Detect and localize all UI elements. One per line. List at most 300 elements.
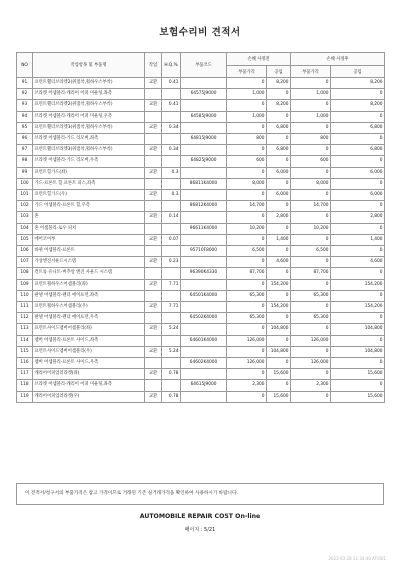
row-part-code: 64501K4000 bbox=[181, 290, 227, 301]
row-before-labor: 0 bbox=[267, 111, 291, 122]
row-item-name: 프런트휠하우스어셈블리(우) bbox=[33, 302, 145, 313]
row-hq: 0.23 bbox=[162, 257, 181, 268]
header-after-labor: 공임 bbox=[331, 66, 385, 78]
table-row bbox=[17, 111, 385, 122]
table-row bbox=[17, 145, 385, 156]
row-item-name: 멤버 어셈블리-프론트 사이드,좌측 bbox=[33, 335, 145, 346]
row-after-part-price: 0 bbox=[291, 145, 331, 156]
row-work: 교환 bbox=[145, 100, 162, 111]
row-before-part-price: 126,000 bbox=[227, 335, 267, 346]
row-before-part-price: 0 bbox=[227, 257, 267, 268]
table-row bbox=[17, 134, 385, 145]
row-after-part-price: 2,300 bbox=[291, 380, 331, 391]
row-after-labor: 154,200 bbox=[331, 279, 385, 290]
footer-brand: AUTOMOBILE REPAIR COST On-line bbox=[139, 513, 261, 520]
table-row bbox=[17, 380, 385, 391]
row-no: 114 bbox=[17, 335, 33, 346]
row-work bbox=[145, 335, 162, 346]
row-no: 99 bbox=[17, 167, 33, 178]
row-no: 91 bbox=[17, 78, 33, 89]
row-hq bbox=[162, 335, 181, 346]
row-work bbox=[145, 380, 162, 391]
row-no: 118 bbox=[17, 380, 33, 391]
row-part-code bbox=[181, 234, 227, 245]
row-work bbox=[145, 156, 162, 167]
row-no: 96 bbox=[17, 134, 33, 145]
row-after-part-price: 6,500 bbox=[291, 246, 331, 257]
row-before-labor: 15,600 bbox=[267, 391, 291, 402]
table-row bbox=[17, 290, 385, 301]
row-no: 116 bbox=[17, 358, 33, 369]
row-part-code bbox=[181, 279, 227, 290]
row-item-name: 캐리어어퍼업러라켓(우) bbox=[33, 391, 145, 402]
row-part-code bbox=[181, 257, 227, 268]
row-no: 104 bbox=[17, 223, 33, 234]
row-before-part-price: 65,300 bbox=[227, 290, 267, 301]
row-hq bbox=[162, 134, 181, 145]
row-part-code: 64615J9000 bbox=[181, 380, 227, 391]
page-number: 페이지 : 5/21 bbox=[184, 527, 216, 533]
row-work bbox=[145, 223, 162, 234]
row-work: 교환 bbox=[145, 369, 162, 380]
row-work bbox=[145, 313, 162, 324]
row-after-labor: 0 bbox=[331, 111, 385, 122]
header-work: 작업 bbox=[145, 53, 162, 78]
row-before-labor: 0 bbox=[267, 201, 291, 212]
row-item-name: 프런트힐가드(좌) bbox=[33, 167, 145, 178]
table-row bbox=[17, 324, 385, 335]
document-title: 보험수리비 견적서 bbox=[159, 27, 241, 38]
row-part-code: 64585J9000 bbox=[181, 111, 227, 122]
row-after-labor: 0 bbox=[331, 89, 385, 100]
row-before-labor: 15,600 bbox=[267, 369, 291, 380]
row-after-labor: 104,800 bbox=[331, 346, 385, 357]
header-before-labor: 공임 bbox=[267, 66, 291, 78]
row-before-labor: 6,000 bbox=[267, 190, 291, 201]
row-item-name: 가드-프론트 힐 프론트 피스,좌측 bbox=[33, 178, 145, 189]
row-hq bbox=[162, 156, 181, 167]
row-part-code: 64502K4000 bbox=[181, 313, 227, 324]
row-work: 교환 bbox=[145, 78, 162, 89]
row-item-name: 프런트휠하우스어셈블리(좌) bbox=[33, 279, 145, 290]
row-before-labor: 0 bbox=[267, 358, 291, 369]
row-no: 112 bbox=[17, 313, 33, 324]
header-after-assessment: 손해 사정후 bbox=[291, 53, 385, 66]
row-item-name: 가드 어셈블리-프론트 힐,우측 bbox=[33, 201, 145, 212]
row-after-part-price: 0 bbox=[291, 78, 331, 89]
row-hq: 0.41 bbox=[162, 100, 181, 111]
row-after-part-price: 10,200 bbox=[291, 223, 331, 234]
row-hq: 5.24 bbox=[162, 346, 181, 357]
row-no: 113 bbox=[17, 324, 33, 335]
row-before-part-price: 8,000 bbox=[227, 178, 267, 189]
row-after-labor: 104,800 bbox=[331, 324, 385, 335]
table-header bbox=[17, 53, 385, 78]
table-row bbox=[17, 167, 385, 178]
row-after-labor: 4,600 bbox=[331, 257, 385, 268]
row-before-labor: 6,800 bbox=[267, 145, 291, 156]
table-row bbox=[17, 223, 385, 234]
row-after-part-price: 14,700 bbox=[291, 201, 331, 212]
row-work: 교환 bbox=[145, 122, 162, 133]
row-hq: 0.41 bbox=[162, 78, 181, 89]
row-before-labor: 0 bbox=[267, 268, 291, 279]
row-before-labor: 104,800 bbox=[267, 346, 291, 357]
row-before-part-price: 0 bbox=[227, 279, 267, 290]
row-after-part-price: 0 bbox=[291, 122, 331, 133]
row-after-labor: 0 bbox=[331, 335, 385, 346]
row-item-name: 프런트휀더브라켓2(위점착,휠하우스부착) bbox=[33, 100, 145, 111]
row-after-part-price: 87,700 bbox=[291, 268, 331, 279]
row-no: 102 bbox=[17, 201, 33, 212]
row-work bbox=[145, 268, 162, 279]
row-before-part-price: 0 bbox=[227, 190, 267, 201]
row-before-part-price: 87,700 bbox=[227, 268, 267, 279]
row-part-code bbox=[181, 324, 227, 335]
row-before-labor: 1,400 bbox=[267, 234, 291, 245]
row-before-part-price: 0 bbox=[227, 167, 267, 178]
row-part-code bbox=[181, 369, 227, 380]
table-row bbox=[17, 391, 385, 402]
row-before-part-price: 0 bbox=[227, 78, 267, 89]
row-no: 101 bbox=[17, 190, 33, 201]
row-no: 98 bbox=[17, 156, 33, 167]
table-body bbox=[17, 78, 385, 403]
row-before-part-price: 65,300 bbox=[227, 313, 267, 324]
row-after-labor: 0 bbox=[331, 246, 385, 257]
row-hq bbox=[162, 358, 181, 369]
row-part-code bbox=[181, 302, 227, 313]
row-before-labor: 0 bbox=[267, 134, 291, 145]
header-item: 작업항목 및 부품명 bbox=[33, 53, 145, 78]
row-before-labor: 0 bbox=[267, 335, 291, 346]
row-hq bbox=[162, 246, 181, 257]
row-part-code bbox=[181, 100, 227, 111]
row-after-part-price: 0 bbox=[291, 369, 331, 380]
row-part-code bbox=[181, 122, 227, 133]
row-before-part-price: 1,000 bbox=[227, 111, 267, 122]
header-hqp: H.Q.% bbox=[162, 53, 181, 78]
row-before-part-price: 2,300 bbox=[227, 380, 267, 391]
row-no: 95 bbox=[17, 122, 33, 133]
row-work bbox=[145, 89, 162, 100]
row-work: 교환 bbox=[145, 234, 162, 245]
row-after-labor: 0 bbox=[331, 290, 385, 301]
row-work bbox=[145, 201, 162, 212]
row-before-part-price: 0 bbox=[227, 145, 267, 156]
row-after-part-price: 0 bbox=[291, 324, 331, 335]
table-row bbox=[17, 335, 385, 346]
row-before-labor: 8,200 bbox=[267, 100, 291, 111]
row-after-labor: 6,800 bbox=[331, 122, 385, 133]
row-hq: 5.24 bbox=[162, 324, 181, 335]
row-hq bbox=[162, 268, 181, 279]
row-after-labor: 2,800 bbox=[331, 212, 385, 223]
row-hq: 0.78 bbox=[162, 391, 181, 402]
row-after-part-price: 0 bbox=[291, 167, 331, 178]
table-row bbox=[17, 346, 385, 357]
row-before-part-price: 0 bbox=[227, 346, 267, 357]
row-no: 115 bbox=[17, 346, 33, 357]
row-part-code: 64602K4000 bbox=[181, 358, 227, 369]
row-work bbox=[145, 290, 162, 301]
row-before-part-price: 10,200 bbox=[227, 223, 267, 234]
row-after-part-price: 800 bbox=[291, 134, 331, 145]
row-after-labor: 6,800 bbox=[331, 145, 385, 156]
row-item-name: 브라켓 어셈블리-가드 리모버,우측 bbox=[33, 156, 145, 167]
row-item-name: 브라켓 어셈블리-캐리어 어퍼 미운팅,우측 bbox=[33, 111, 145, 122]
table-row bbox=[17, 257, 385, 268]
row-item-name: 브라켓 어셈블리-캐리어 어퍼 미운팅,좌측 bbox=[33, 89, 145, 100]
row-before-part-price: 6,500 bbox=[227, 246, 267, 257]
row-part-code bbox=[181, 212, 227, 223]
row-before-labor: 2,800 bbox=[267, 212, 291, 223]
row-before-part-price: 14,700 bbox=[227, 201, 267, 212]
row-part-code bbox=[181, 346, 227, 357]
row-item-name: 프런트휀더브라켓2(위점착,휠하우스부착) bbox=[33, 78, 145, 89]
row-work: 교환 bbox=[145, 257, 162, 268]
row-work: 교환 bbox=[145, 324, 162, 335]
table-row bbox=[17, 201, 385, 212]
row-hq: 0.78 bbox=[162, 369, 181, 380]
row-after-labor: 1,400 bbox=[331, 234, 385, 245]
row-after-labor: 0 bbox=[331, 380, 385, 391]
row-before-labor: 6,000 bbox=[267, 167, 291, 178]
row-hq bbox=[162, 290, 181, 301]
row-before-labor: 0 bbox=[267, 313, 291, 324]
row-no: 97 bbox=[17, 145, 33, 156]
row-before-part-price: 0 bbox=[227, 369, 267, 380]
row-before-part-price: 600 bbox=[227, 156, 267, 167]
row-part-code: 96390K4330 bbox=[181, 268, 227, 279]
row-work bbox=[145, 178, 162, 189]
disclaimer-note: 이 견적서/청구서의 부품가격은 참고 가격이므로 거래된 기존 실거래가격을 확인하여 사용하시기 바랍니다. bbox=[16, 483, 384, 505]
table-row bbox=[17, 212, 385, 223]
row-work: 교환 bbox=[145, 145, 162, 156]
row-after-part-price: 65,300 bbox=[291, 290, 331, 301]
row-before-part-price: 0 bbox=[227, 391, 267, 402]
row-part-code: 64575J9000 bbox=[181, 89, 227, 100]
row-item-name: 브라켓 어셈블리-가드 리모버,좌측 bbox=[33, 134, 145, 145]
row-before-labor: 104,800 bbox=[267, 324, 291, 335]
row-no: 106 bbox=[17, 246, 33, 257]
row-hq bbox=[162, 223, 181, 234]
row-after-part-price: 600 bbox=[291, 156, 331, 167]
row-before-labor: 0 bbox=[267, 89, 291, 100]
row-after-labor: 0 bbox=[331, 134, 385, 145]
table-row bbox=[17, 268, 385, 279]
row-item-name: 프런트휀더브라켓3(위점착,휠하우스부착) bbox=[33, 122, 145, 133]
row-work: 교환 bbox=[145, 167, 162, 178]
row-no: 103 bbox=[17, 212, 33, 223]
row-no: 93 bbox=[17, 100, 33, 111]
row-item-name: 프런트휀더브라켓3(위점착,휠하우스부착) bbox=[33, 145, 145, 156]
row-hq bbox=[162, 111, 181, 122]
table-row bbox=[17, 302, 385, 313]
row-hq bbox=[162, 313, 181, 324]
row-hq bbox=[162, 178, 181, 189]
row-hq: 0.3 bbox=[162, 190, 181, 201]
row-item-name: 캐리어어퍼업러라켓(좌) bbox=[33, 369, 145, 380]
row-part-code bbox=[181, 391, 227, 402]
table-row bbox=[17, 122, 385, 133]
row-part-code: 64601K4000 bbox=[181, 335, 227, 346]
row-after-part-price: 0 bbox=[291, 346, 331, 357]
row-before-labor: 154,200 bbox=[267, 302, 291, 313]
row-before-part-price: 0 bbox=[227, 234, 267, 245]
row-work: 교환 bbox=[145, 391, 162, 402]
row-no: 94 bbox=[17, 111, 33, 122]
row-before-part-price: 0 bbox=[227, 302, 267, 313]
row-item-name: 에어코어부 bbox=[33, 234, 145, 245]
row-hq: 0.34 bbox=[162, 122, 181, 133]
row-after-labor: 0 bbox=[331, 178, 385, 189]
row-after-part-price: 0 bbox=[291, 279, 331, 290]
row-part-code: 96611K4000 bbox=[181, 223, 227, 234]
table-row bbox=[17, 178, 385, 189]
row-hq: 0.14 bbox=[162, 212, 181, 223]
row-no: 107 bbox=[17, 257, 33, 268]
row-after-labor: 0 bbox=[331, 358, 385, 369]
row-after-part-price: 0 bbox=[291, 257, 331, 268]
row-no: 92 bbox=[17, 89, 33, 100]
row-item-name: 판넬 어셈블리-펜더 에이프런,좌측 bbox=[33, 290, 145, 301]
row-hq: 0.3 bbox=[162, 167, 181, 178]
row-item-name: 프런트사이드멤버어셈블리(우) bbox=[33, 346, 145, 357]
row-item-name: 컨트롤 유니트-버추얼 엔진 사운드 시스템 bbox=[33, 268, 145, 279]
row-work bbox=[145, 358, 162, 369]
row-after-labor: 8,200 bbox=[331, 100, 385, 111]
row-part-code bbox=[181, 190, 227, 201]
row-after-labor: 0 bbox=[331, 223, 385, 234]
table-row bbox=[17, 313, 385, 324]
row-no: 110 bbox=[17, 290, 33, 301]
row-before-labor: 0 bbox=[267, 246, 291, 257]
row-after-labor: 0 bbox=[331, 156, 385, 167]
row-part-code bbox=[181, 167, 227, 178]
row-after-labor: 0 bbox=[331, 201, 385, 212]
row-before-labor: 0 bbox=[267, 178, 291, 189]
row-before-part-price: 0 bbox=[227, 100, 267, 111]
row-before-labor: 154,200 bbox=[267, 279, 291, 290]
row-part-code: 86812K4000 bbox=[181, 201, 227, 212]
header-before-part-price: 부품가격 bbox=[227, 66, 267, 78]
row-work bbox=[145, 246, 162, 257]
row-after-labor: 6,000 bbox=[331, 190, 385, 201]
table-row bbox=[17, 358, 385, 369]
row-no: 108 bbox=[17, 268, 33, 279]
row-work bbox=[145, 134, 162, 145]
row-after-labor: 15,600 bbox=[331, 391, 385, 402]
row-part-code: 86811K4000 bbox=[181, 178, 227, 189]
row-hq: 7.71 bbox=[162, 279, 181, 290]
row-after-labor: 6,000 bbox=[331, 167, 385, 178]
table-row bbox=[17, 246, 385, 257]
row-before-part-price: 0 bbox=[227, 122, 267, 133]
table-row bbox=[17, 89, 385, 100]
row-work: 교환 bbox=[145, 190, 162, 201]
row-item-name: 혼 어셈블리-로우 피치 bbox=[33, 223, 145, 234]
row-after-part-price: 1,000 bbox=[291, 111, 331, 122]
row-after-part-price: 126,000 bbox=[291, 335, 331, 346]
row-before-part-price: 1,000 bbox=[227, 89, 267, 100]
table-row bbox=[17, 279, 385, 290]
table-row bbox=[17, 234, 385, 245]
row-item-name: 멤버 어셈블리-프론트 사이드,우측 bbox=[33, 358, 145, 369]
row-before-labor: 6,800 bbox=[267, 122, 291, 133]
row-item-name: 가상엔진서운드시스템 bbox=[33, 257, 145, 268]
row-hq bbox=[162, 201, 181, 212]
row-before-labor: 0 bbox=[267, 156, 291, 167]
row-hq bbox=[162, 89, 181, 100]
row-before-part-price: 800 bbox=[227, 134, 267, 145]
row-item-name: 프런트사이드멤버어셈블리(좌) bbox=[33, 324, 145, 335]
table-row bbox=[17, 78, 385, 89]
row-before-labor: 0 bbox=[267, 380, 291, 391]
row-part-code: 95710F8000 bbox=[181, 246, 227, 257]
estimate-table bbox=[16, 52, 385, 403]
row-part-code: 64825J9000 bbox=[181, 156, 227, 167]
row-after-part-price: 1,000 bbox=[291, 89, 331, 100]
row-work: 교환 bbox=[145, 279, 162, 290]
row-part-code bbox=[181, 145, 227, 156]
row-after-labor: 0 bbox=[331, 268, 385, 279]
row-before-labor: 4,600 bbox=[267, 257, 291, 268]
row-before-labor: 0 bbox=[267, 290, 291, 301]
row-after-part-price: 0 bbox=[291, 212, 331, 223]
header-no: NO bbox=[17, 53, 33, 78]
header-after-part-price: 부품가격 bbox=[291, 66, 331, 78]
row-before-labor: 0 bbox=[267, 223, 291, 234]
row-after-labor: 0 bbox=[331, 313, 385, 324]
row-hq: 7.71 bbox=[162, 302, 181, 313]
table-row bbox=[17, 190, 385, 201]
table-row bbox=[17, 369, 385, 380]
row-item-name: 브라켓 어셈블리-캐리어 어퍼 미운팅,좌측 bbox=[33, 380, 145, 391]
row-no: 105 bbox=[17, 234, 33, 245]
row-after-part-price: 0 bbox=[291, 190, 331, 201]
row-hq: 0.07 bbox=[162, 234, 181, 245]
print-timestamp: 2023-03-28 11:34:40 AT/001 bbox=[328, 556, 386, 561]
row-hq: 0.34 bbox=[162, 145, 181, 156]
row-no: 119 bbox=[17, 391, 33, 402]
row-part-code bbox=[181, 78, 227, 89]
row-after-part-price: 0 bbox=[291, 391, 331, 402]
row-hq bbox=[162, 380, 181, 391]
row-after-part-price: 65,300 bbox=[291, 313, 331, 324]
row-no: 117 bbox=[17, 369, 33, 380]
row-after-part-price: 8,000 bbox=[291, 178, 331, 189]
row-after-labor: 154,200 bbox=[331, 302, 385, 313]
row-after-part-price: 0 bbox=[291, 100, 331, 111]
row-item-name: 바퀴 어셈블리-프론트 bbox=[33, 246, 145, 257]
row-work: 교환 bbox=[145, 302, 162, 313]
row-item-name: 혼 bbox=[33, 212, 145, 223]
row-before-part-price: 0 bbox=[227, 324, 267, 335]
row-item-name: 판넬 어셈블리-펜더 에이프런,우측 bbox=[33, 313, 145, 324]
row-after-part-price: 0 bbox=[291, 302, 331, 313]
row-no: 109 bbox=[17, 279, 33, 290]
table-row bbox=[17, 100, 385, 111]
row-no: 100 bbox=[17, 178, 33, 189]
row-before-part-price: 126,000 bbox=[227, 358, 267, 369]
row-before-labor: 8,200 bbox=[267, 78, 291, 89]
row-before-part-price: 0 bbox=[227, 212, 267, 223]
row-after-part-price: 126,000 bbox=[291, 358, 331, 369]
row-no: 111 bbox=[17, 302, 33, 313]
header-before-assessment: 손해 사정전 bbox=[227, 53, 291, 66]
header-part-code: 부품코드 bbox=[181, 53, 227, 78]
